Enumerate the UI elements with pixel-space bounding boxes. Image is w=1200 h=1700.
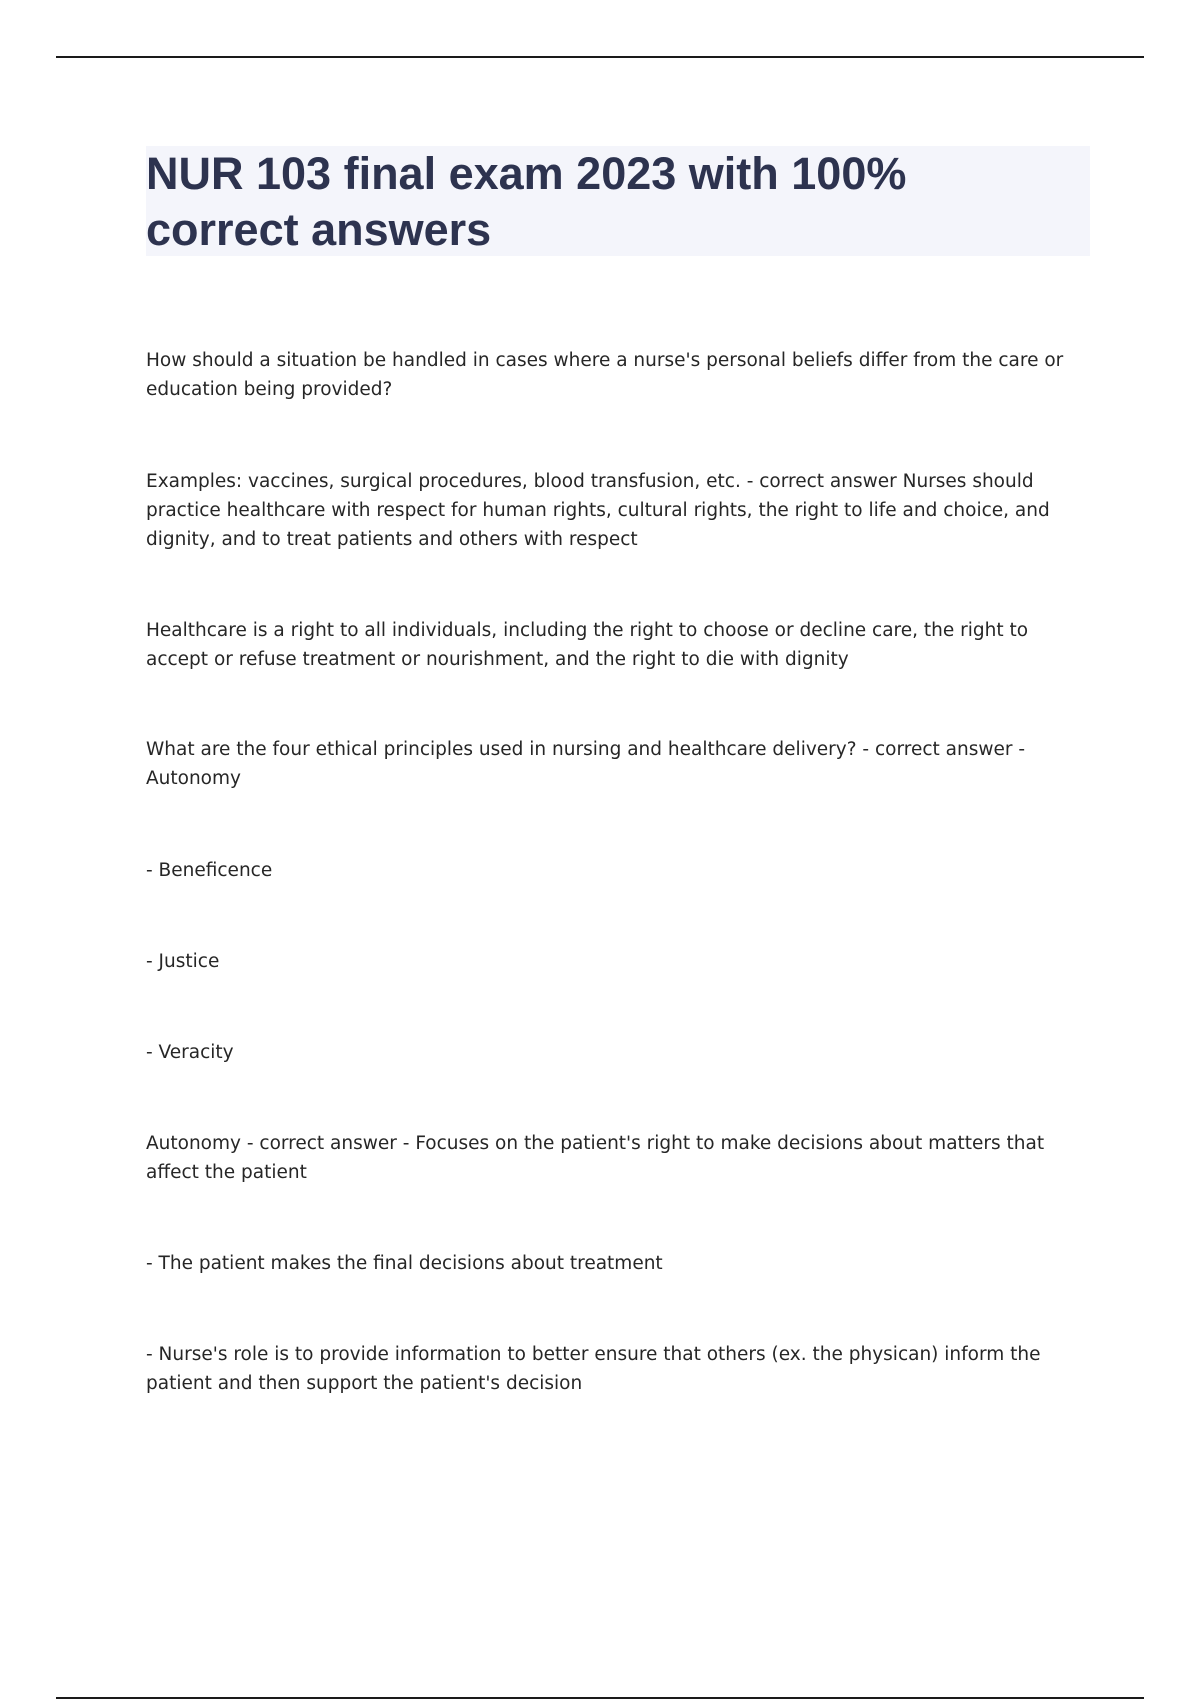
list-item-veracity: - Veracity (146, 1042, 234, 1063)
paragraph-autonomy-definition: Autonomy - correct answer - Focuses on the patient's right to make decisions about matters that affect the patient (146, 1133, 1045, 1183)
paragraph-four-principles: What are the four ethical principles used in nursing and healthcare delivery? - correct answer - Autonomy (146, 739, 1026, 789)
paragraph-question-personal-beliefs: How should a situation be handled in cases where a nurse's personal beliefs differ from the care or education being provided? (146, 350, 1064, 400)
top-divider (56, 56, 1144, 58)
paragraph-healthcare-right: Healthcare is a right to all individuals, including the right to choose or decline care, the right to accept or refuse treatment or nourishment, and the right to die with dignity (146, 620, 1029, 670)
page-title: NUR 103 final exam 2023 with 100% correct answers (146, 148, 907, 255)
list-item-final-decisions: - The patient makes the final decisions about treatment (146, 1253, 663, 1274)
bottom-divider (56, 1697, 1144, 1699)
list-item-beneficence: - Beneficence (146, 860, 273, 881)
list-item-nurse-role: - Nurse's role is to provide information to better ensure that others (ex. the physican) inform the patient and then support the patient's decision (146, 1344, 1041, 1394)
paragraph-examples-answer: Examples: vaccines, surgical procedures, blood transfusion, etc. - correct answer Nurses should practice healthcare with respect for human rights, cultural rights, the right to life and choice, and dignity, and to treat patients and others with respect (146, 471, 1050, 550)
list-item-justice: - Justice (146, 951, 220, 972)
